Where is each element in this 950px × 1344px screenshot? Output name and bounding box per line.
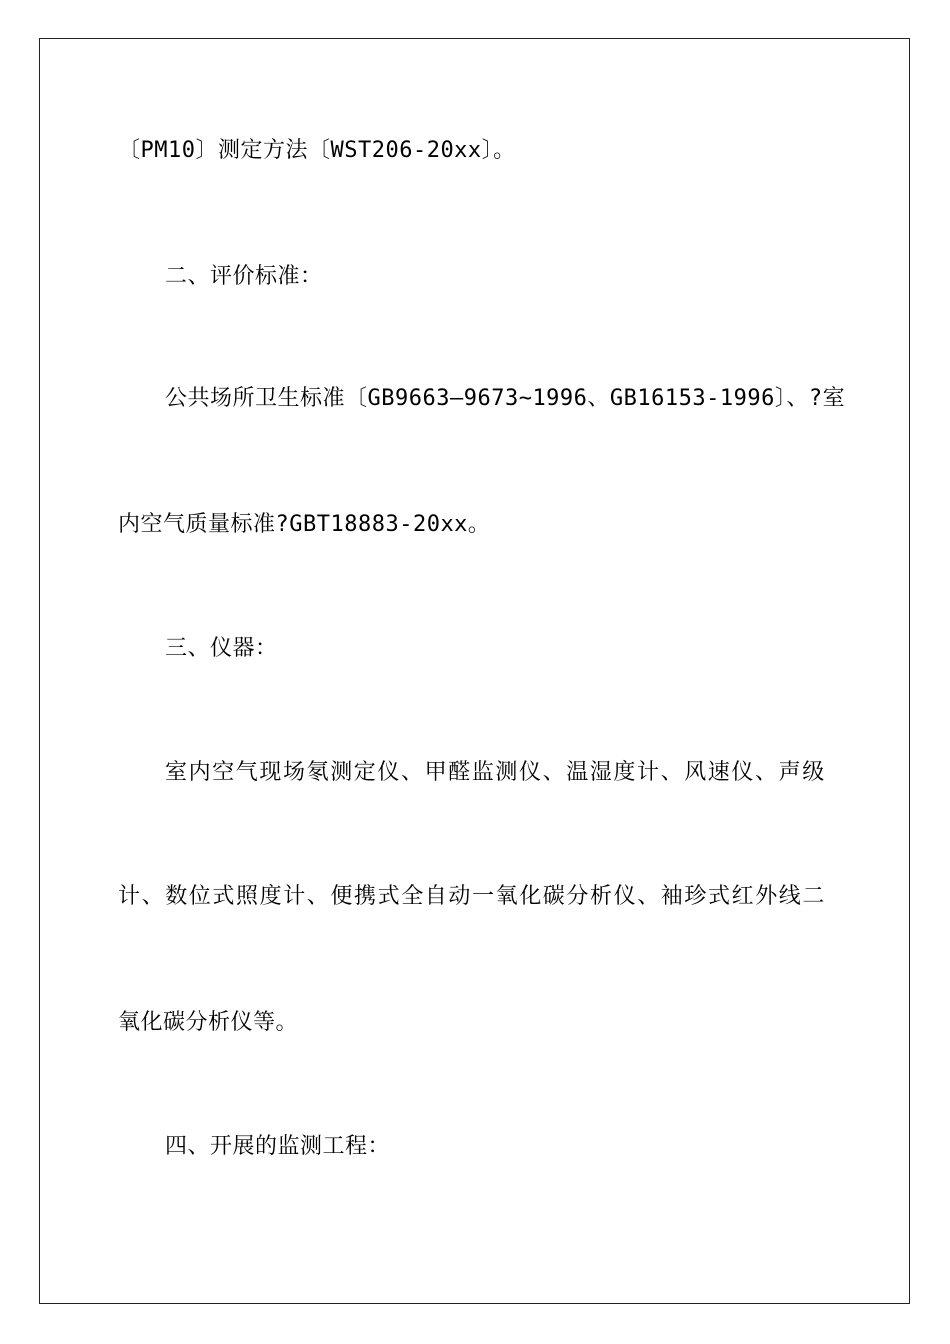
paragraph-standards-line-1: 公共场所卫生标准〔GB9663—9673~1996、GB16153-1996〕、?室 bbox=[165, 386, 846, 411]
section-heading-evaluation-standards: 二、评价标准： bbox=[165, 264, 323, 289]
paragraph-instruments-line-2: 计、数位式照度计、便携式全自动一氧化碳分析仪、袖珍式红外线二 bbox=[118, 884, 827, 909]
page-frame bbox=[39, 38, 910, 1304]
section-heading-instruments: 三、仪器： bbox=[165, 636, 278, 661]
paragraph-instruments-line-3: 氧化碳分析仪等。 bbox=[118, 1010, 299, 1035]
paragraph-instruments-line-1: 室内空气现场氡测定仪、甲醛监测仪、温湿度计、风速仪、声级 bbox=[165, 760, 826, 785]
text-line-pm10-method: 〔PM10〕测定方法〔WST206-20xx〕。 bbox=[118, 138, 516, 163]
section-heading-monitoring-items: 四、开展的监测工程： bbox=[165, 1134, 391, 1159]
paragraph-standards-line-2: 内空气质量标准?GBT18883-20xx。 bbox=[118, 512, 491, 537]
